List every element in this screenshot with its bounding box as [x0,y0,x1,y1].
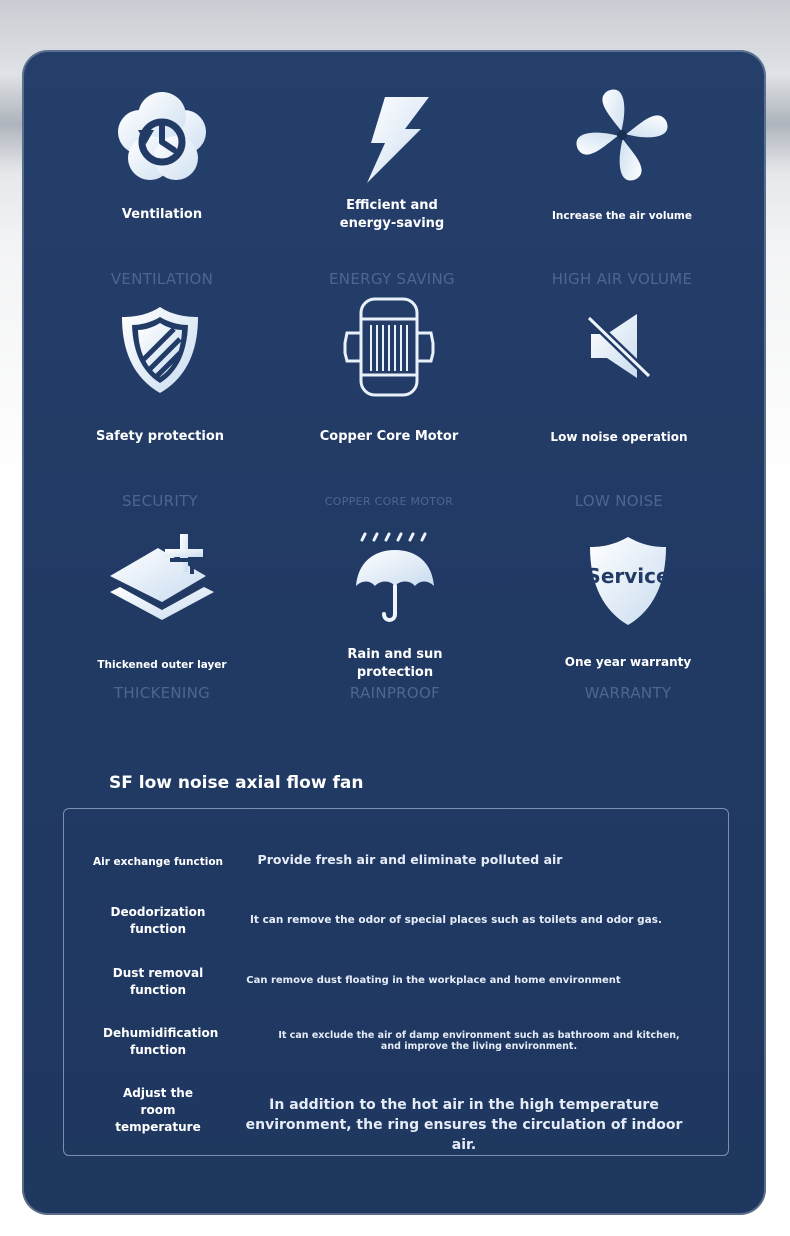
feature-subtitle: THICKENING [113,684,211,702]
motor-icon [341,295,437,399]
function-label: Dust removal function [112,966,204,997]
feature-title: Ventilation [121,207,203,222]
function-label: Air exchange function [92,856,224,868]
feature-subtitle: ENERGY SAVING [329,270,455,288]
feature-subtitle: SECURITY [121,492,199,510]
feature-title: Thickened outer layer [97,659,227,671]
shield-icon [120,305,200,395]
feature-title: Rain and sun protection [347,647,443,680]
section-title: SF low noise axial flow fan [109,773,364,793]
feature-title: Efficient and energy-saving [339,198,445,231]
feature-copper-motor [274,295,504,508]
feature-title: Copper Core Motor [319,429,459,444]
function-description: It can exclude the air of damp environment such as bathroom and kitchen, and improve the living environment. [278,1030,680,1052]
feature-ventilation [47,85,277,288]
feature-thickening [47,528,277,718]
feature-safety [45,305,275,510]
feature-warranty [513,535,743,725]
service-badge-text: Service [586,564,670,588]
lightning-icon [347,95,437,185]
feature-title: Low noise operation [550,430,688,444]
feature-energy-saving [277,85,507,288]
feature-subtitle: VENTILATION [110,270,214,288]
umbrella-icon [352,530,438,626]
function-label: Adjust the room temperature [115,1086,201,1134]
feature-subtitle: RAINPROOF [349,684,441,702]
feature-rainproof [280,530,510,720]
function-label: Dehumidification function [103,1026,219,1057]
feature-subtitle: COPPER CORE MOTOR [324,495,454,508]
function-description: In addition to the hot air in the high temperature environment, the ring ensures the circulation of indoor air. [245,1097,683,1153]
feature-subtitle: HIGH AIR VOLUME [551,270,693,288]
fan-icon [572,85,672,185]
layers-plus-icon [106,528,218,628]
feature-air-volume [507,85,737,288]
function-description: Provide fresh air and eliminate polluted air [257,852,563,867]
function-description: Can remove dust floating in the workplace and home environment [246,975,621,986]
feature-subtitle: WARRANTY [584,684,672,702]
feature-title: Safety protection [95,429,225,444]
feature-title: One year warranty [564,655,692,669]
feature-title: Increase the air volume [551,210,692,222]
ventilation-icon [112,90,212,190]
function-description: It can remove the odor of special places such as toilets and odor gas. [250,914,662,926]
mute-icon [583,310,655,382]
feature-low-noise [504,310,734,510]
function-label: Deodorization function [110,905,206,936]
feature-subtitle: LOW NOISE [574,492,664,510]
function-table [63,808,729,1156]
